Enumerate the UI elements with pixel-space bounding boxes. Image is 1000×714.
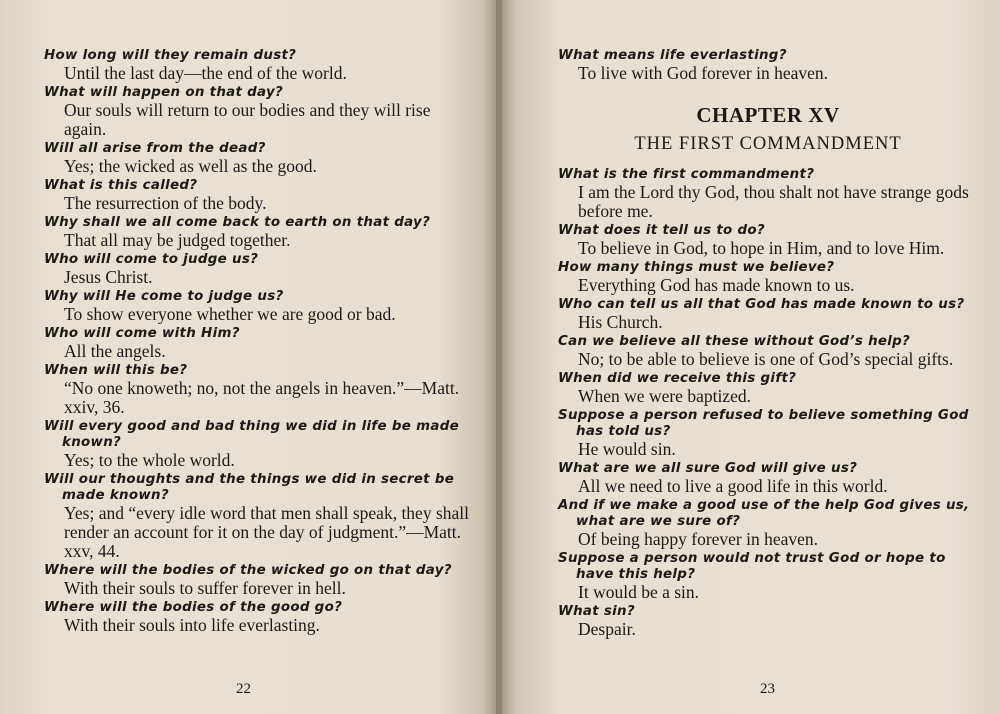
question: Will our thoughts and the things we did in secret be made known? bbox=[44, 472, 455, 503]
question: What are we all sure God will give us? bbox=[558, 461, 858, 476]
question: What means life everlasting? bbox=[558, 48, 787, 63]
question: When did we receive this gift? bbox=[558, 371, 797, 386]
question: Who will come to judge us? bbox=[44, 252, 259, 267]
answer: When we were baptized. bbox=[578, 386, 751, 406]
question: Where will the bodies of the good go? bbox=[44, 600, 343, 615]
question: When will this be? bbox=[44, 363, 188, 378]
answer: Our souls will return to our bodies and they will rise again. bbox=[64, 100, 431, 139]
answer: His Church. bbox=[578, 312, 663, 332]
answer: Jesus Christ. bbox=[64, 267, 153, 287]
question: Will all arise from the dead? bbox=[44, 141, 266, 156]
question: Who can tell us all that God has made known to us? bbox=[558, 297, 965, 312]
question: Suppose a person refused to believe something God has told us? bbox=[558, 408, 969, 439]
question: How many things must we believe? bbox=[558, 260, 835, 275]
answer: Yes; to the whole world. bbox=[64, 450, 235, 470]
answer: With their souls into life everlasting. bbox=[64, 615, 320, 635]
answer: He would sin. bbox=[578, 439, 676, 459]
answer: All the angels. bbox=[64, 341, 166, 361]
question: Suppose a person would not trust God or hope to have this help? bbox=[558, 551, 946, 582]
answer: All we need to live a good life in this world. bbox=[578, 476, 888, 496]
answer: “No one knoweth; no, not the angels in heaven.”—Matt. xxiv, 36. bbox=[64, 378, 460, 417]
question: Why shall we all come back to earth on that day? bbox=[44, 215, 431, 230]
question: Where will the bodies of the wicked go on that day? bbox=[44, 563, 452, 578]
answer: Of being happy forever in heaven. bbox=[578, 529, 819, 549]
answer: To believe in God, to hope in Him, and to love Him. bbox=[578, 238, 945, 258]
answer: To live with God forever in heaven. bbox=[578, 63, 829, 83]
answer: No; to be able to believe is one of God’s special gifts. bbox=[578, 349, 954, 369]
question: What will happen on that day? bbox=[44, 85, 284, 100]
question: How long will they remain dust? bbox=[44, 48, 297, 63]
page-number: 22 bbox=[236, 681, 251, 697]
right-page bbox=[502, 0, 1000, 714]
answer: Yes; the wicked as well as the good. bbox=[64, 156, 317, 176]
answer: Until the last day—the end of the world. bbox=[64, 63, 347, 83]
answer: Yes; and “every idle word that men shall speak, they shall render an account for it on the day of judgment.”—Matt. xxv, 44. bbox=[64, 503, 470, 561]
question: Who will come with Him? bbox=[44, 326, 240, 341]
left-page bbox=[0, 0, 498, 714]
question: What is the first commandment? bbox=[558, 167, 815, 182]
question: Can we believe all these without God’s help? bbox=[558, 334, 911, 349]
question: Why will He come to judge us? bbox=[44, 289, 284, 304]
answer: Despair. bbox=[578, 619, 636, 639]
answer: The resurrection of the body. bbox=[64, 193, 267, 213]
question: Will every good and bad thing we did in life be made known? bbox=[44, 419, 459, 450]
page-number: 23 bbox=[760, 681, 775, 697]
question: And if we make a good use of the help God gives us, what are we sure of? bbox=[558, 498, 970, 529]
answer: That all may be judged together. bbox=[64, 230, 291, 250]
question: What is this called? bbox=[44, 178, 198, 193]
question: What does it tell us to do? bbox=[558, 223, 765, 238]
answer: With their souls to suffer forever in hell. bbox=[64, 578, 346, 598]
left-qa-list bbox=[44, 48, 470, 635]
answer: It would be a sin. bbox=[578, 582, 700, 602]
chapter-subtitle: THE FIRST COMMANDMENT bbox=[634, 134, 902, 154]
answer: To show everyone whether we are good or bad. bbox=[64, 304, 396, 324]
chapter-title: CHAPTER XV bbox=[696, 103, 840, 127]
answer: Everything God has made known to us. bbox=[578, 275, 855, 295]
right-qa-list bbox=[558, 167, 978, 639]
answer: I am the Lord thy God, thou shalt not have strange gods before me. bbox=[578, 182, 969, 221]
question: What sin? bbox=[558, 604, 635, 619]
